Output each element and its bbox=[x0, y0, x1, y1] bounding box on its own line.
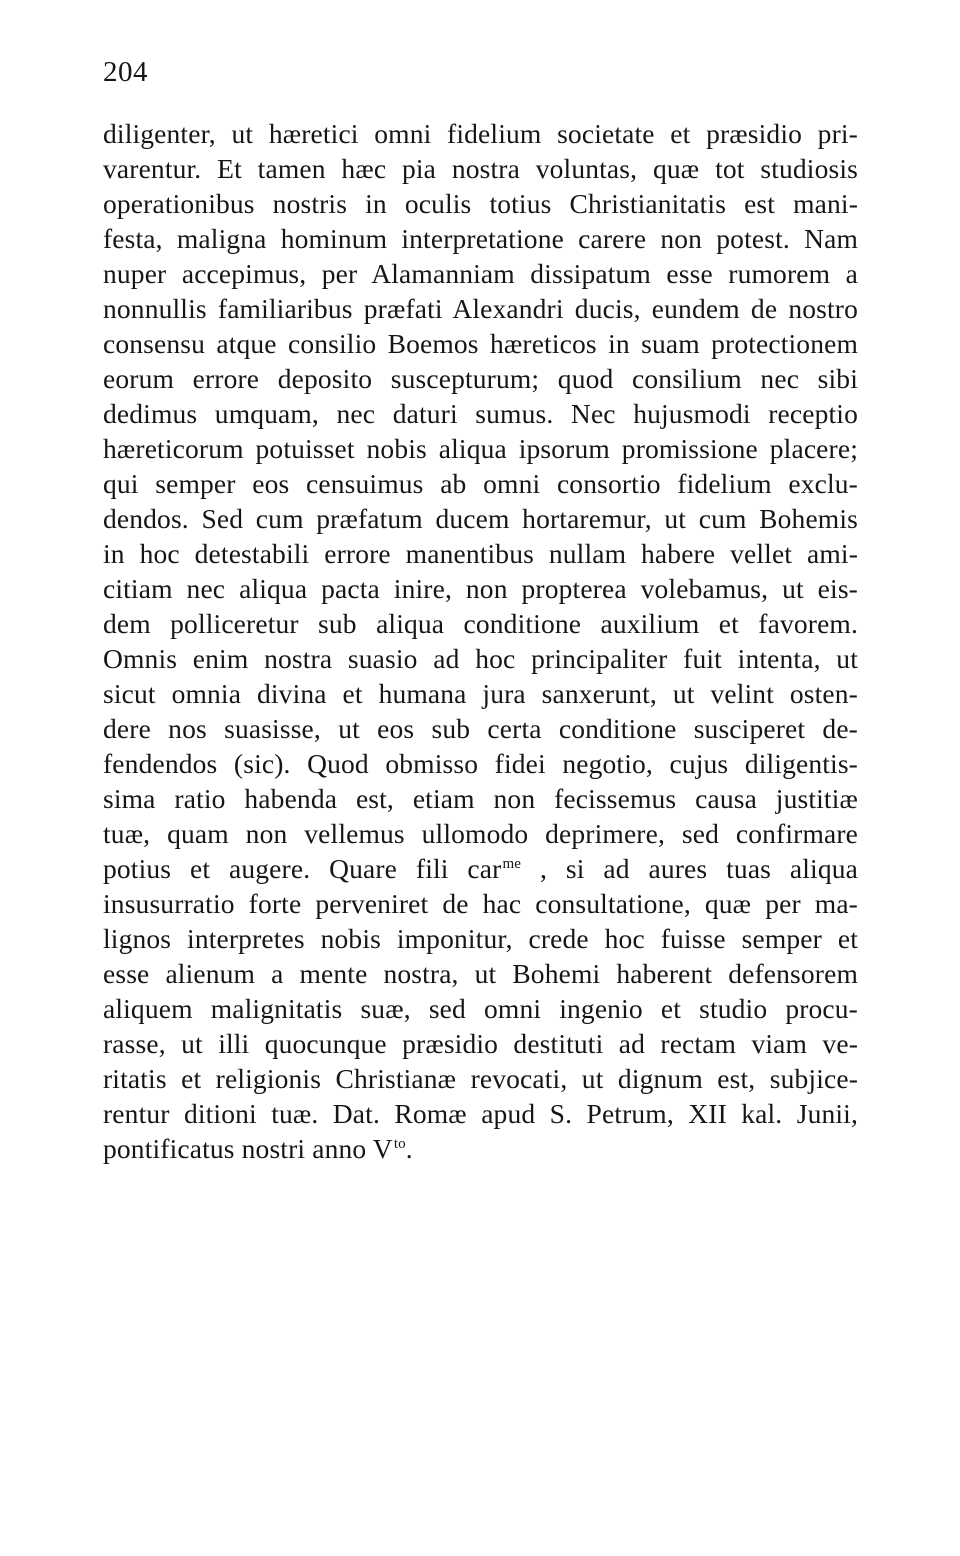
text-line: insusurratio forte perveniret de hac consultatione, quæ per ma- bbox=[103, 888, 858, 919]
text-line: rentur ditioni tuæ. Dat. Romæ apud S. Petrum, XII kal. Junii, bbox=[103, 1098, 858, 1129]
body-text bbox=[103, 116, 858, 1166]
text-line: nuper accepimus, per Alamanniam dissipatum esse rumorem a bbox=[103, 258, 858, 289]
text-line: consensu atque consilio Boemos hæreticos in suam protectionem bbox=[103, 328, 858, 359]
text-line: dedimus umquam, nec daturi sumus. Nec hujusmodi receptio bbox=[103, 398, 858, 429]
text-line: ritatis et religionis Christianæ revocati, ut dignum est, subjice- bbox=[103, 1063, 858, 1094]
text-line: dendos. Sed cum præfatum ducem hortaremur, ut cum Bohemis bbox=[103, 503, 858, 534]
text-line: qui semper eos censuimus ab omni consortio fidelium exclu- bbox=[103, 468, 858, 499]
text-line: eorum errore deposito suscepturum; quod consilium nec sibi bbox=[103, 363, 858, 394]
text-line: diligenter, ut hæretici omni fidelium societate et præsidio pri- bbox=[103, 118, 858, 149]
text-line: esse alienum a mente nostra, ut Bohemi haberent defensorem bbox=[103, 958, 858, 989]
text-line: dem polliceretur sub aliqua conditione auxilium et favorem. bbox=[103, 608, 858, 639]
text-line: Omnis enim nostra suasio ad hoc principaliter fuit intenta, ut bbox=[103, 643, 858, 674]
page-number: 204 bbox=[103, 56, 148, 88]
text-line: aliquem malignitatis suæ, sed omni ingenio et studio procu- bbox=[103, 993, 858, 1024]
text-line: pontificatus nostri anno $V^{to}$. bbox=[103, 1133, 413, 1164]
text-line: rasse, ut illi quocunque præsidio destituti ad rectam viam ve- bbox=[103, 1028, 858, 1059]
text-line: sicut omnia divina et humana jura sanxerunt, ut velint osten- bbox=[103, 678, 858, 709]
text-line: potius et augere. Quare fili car$^{me}$ , si ad aures tuas aliqua bbox=[103, 853, 858, 884]
text-line: citiam nec aliqua pacta inire, non propterea volebamus, ut eis- bbox=[103, 573, 858, 604]
superscript-abbreviation: to bbox=[393, 1136, 406, 1152]
text-line: nonnullis familiaribus præfati Alexandri ducis, eundem de nostro bbox=[103, 293, 858, 324]
text-line: dere nos suasisse, ut eos sub certa conditione susciperet de- bbox=[103, 713, 858, 744]
text-line: fendendos (sic). Quod obmisso fidei negotio, cujus diligentis- bbox=[103, 748, 858, 779]
text-line: tuæ, quam non vellemus ullomodo deprimere, sed confirmare bbox=[103, 818, 858, 849]
superscript-abbreviation: me bbox=[502, 856, 522, 872]
text-line: sima ratio habenda est, etiam non fecissemus causa justitiæ bbox=[103, 783, 858, 814]
text-line: varentur. Et tamen hæc pia nostra voluntas, quæ tot studiosis bbox=[103, 153, 858, 184]
text-line: lignos interpretes nobis imponitur, crede hoc fuisse semper et bbox=[103, 923, 858, 954]
text-line: operationibus nostris in oculis totius Christianitatis est mani- bbox=[103, 188, 858, 219]
text-line: hæreticorum potuisset nobis aliqua ipsorum promissione placere; bbox=[103, 433, 858, 464]
text-line: in hoc detestabili errore manentibus nullam habere vellet ami- bbox=[103, 538, 858, 569]
text-line: festa, maligna hominum interpretatione carere non potest. Nam bbox=[103, 223, 858, 254]
